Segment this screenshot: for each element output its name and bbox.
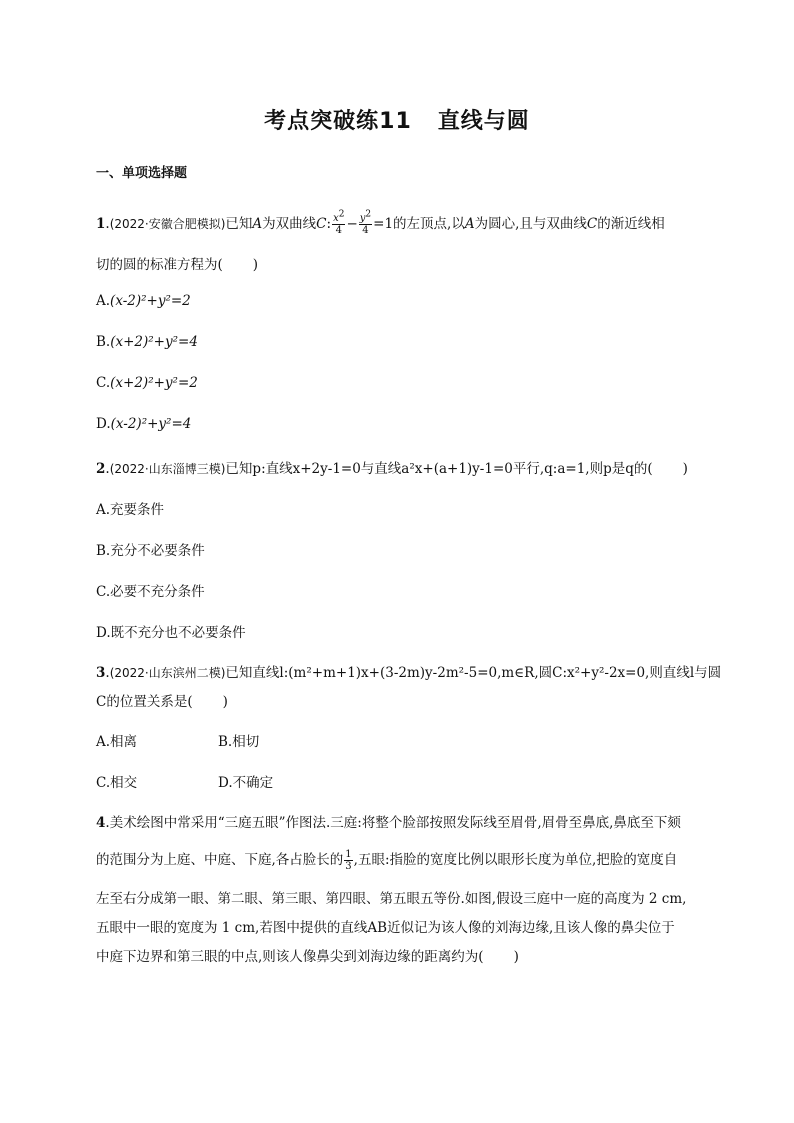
q3-option-c[interactable]: C.相交 <box>96 775 138 791</box>
q1-option-a[interactable]: A.(x-2)²+y²=2 <box>96 293 191 309</box>
q3-option-a[interactable]: A.相离 <box>96 734 138 750</box>
question-4-line-3: 左至右分成第一眼、第二眼、第三眼、第四眼、第五眼五等份.如图,假设三庭中一庭的高度为 2 cm, <box>96 891 687 907</box>
question-3-line-1: 3.(2022·山东滨州二模)已知直线l:(m²+m+1)x+(3-2m)y-2m²-5=0,m∈R,圆C:x²+y²-2x=0,则直线l与圆 <box>96 665 722 681</box>
title-main: 考点突破练11 <box>264 109 412 134</box>
question-4-line-2: 的范围分为上庭、中庭、下庭,各占脸长的 $\frac{1}{3}$ ,五眼:指脸的宽度比例以眼形长度为单位,把脸的宽度自 <box>96 849 678 872</box>
q3-option-b[interactable]: B.相切 <box>218 734 260 750</box>
question-4-line-4: 五眼中一眼的宽度为 1 cm,若图中提供的直线AB近似记为该人像的刘海边缘,且该人像的鼻尖位于 <box>96 920 675 936</box>
fraction-x2-over-4: $\frac{x^2}{4}$ <box>333 209 345 236</box>
question-source: (2022·山东滨州二模) <box>109 666 226 680</box>
title-topic: 直线与圆 <box>437 109 530 134</box>
question-1-line-1: 1.(2022·安徽合肥模拟)已知A为双曲线C: $\frac{x^2}{4}$ − $\frac{y^2}{4}$ =1的左顶点,以A为圆心,且与双曲线C的渐近线相 <box>96 209 665 236</box>
q2-option-c[interactable]: C.必要不充分条件 <box>96 584 205 600</box>
question-4-line-1: 4.美术绘图中常采用“三庭五眼”作图法.三庭:将整个脸部按照发际线至眉骨,眉骨至鼻底,鼻底至下颏 <box>96 815 681 831</box>
q2-option-b[interactable]: B.充分不必要条件 <box>96 543 205 559</box>
q1-option-c[interactable]: C.(x+2)²+y²=2 <box>96 375 198 391</box>
fraction-one-third: $\frac{1}{3}$ <box>345 849 352 872</box>
question-2-line-1: 2.(2022·山东淄博三模)已知p:直线x+2y-1=0与直线a²x+(a+1)y-1=0平行,q:a=1,则p是q的( ) <box>96 461 688 477</box>
q3-option-d[interactable]: D.不确定 <box>218 775 274 791</box>
q2-option-a[interactable]: A.充要条件 <box>96 502 165 518</box>
question-3-line-2: C的位置关系是( ) <box>96 694 228 710</box>
section-heading: 一、单项选择题 <box>96 166 188 181</box>
question-number: 1 <box>96 216 106 232</box>
question-4-line-5: 中庭下边界和第三眼的中点,则该人像鼻尖到刘海边缘的距离约为( ) <box>96 949 519 965</box>
question-source: (2022·山东淄博三模) <box>109 462 226 476</box>
fraction-y2-over-4: $\frac{y^2}{4}$ <box>359 209 372 236</box>
question-source: (2022·安徽合肥模拟) <box>109 217 226 231</box>
q1-option-b[interactable]: B.(x+2)²+y²=4 <box>96 334 198 350</box>
q1-option-d[interactable]: D.(x-2)²+y²=4 <box>96 416 192 432</box>
q2-option-d[interactable]: D.既不充分也不必要条件 <box>96 625 246 641</box>
question-1-line-2: 切的圆的标准方程为( ) <box>96 257 259 273</box>
page-title <box>0 104 794 135</box>
